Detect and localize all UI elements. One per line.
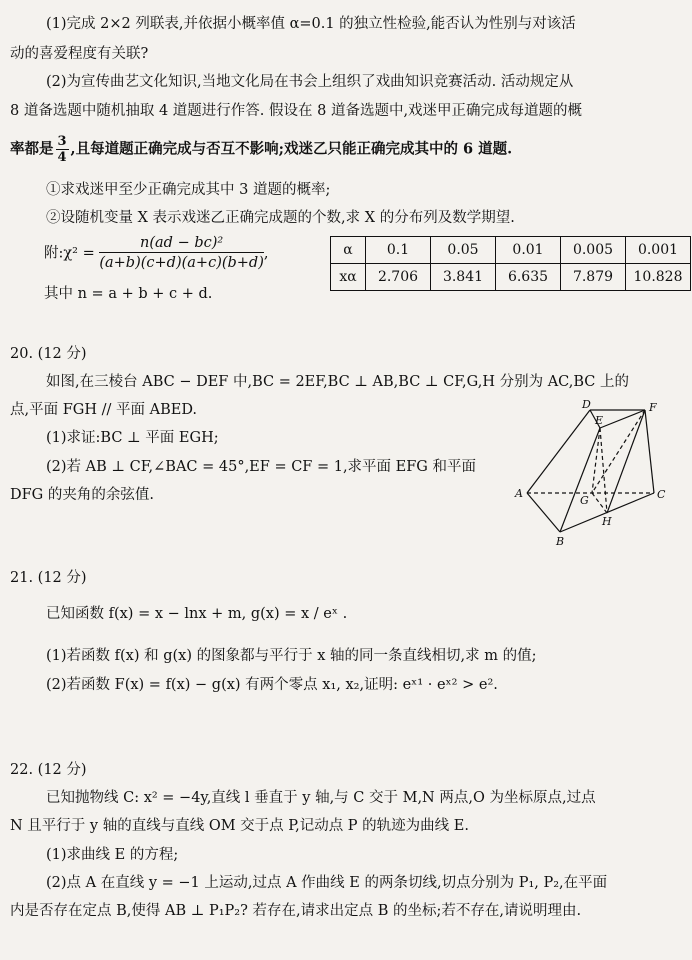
table-cell: 0.1 bbox=[366, 237, 431, 264]
table-cell: 0.005 bbox=[561, 237, 626, 264]
table-row bbox=[331, 237, 691, 264]
q19-sub1: ①求戏迷甲至少正确完成其中 3 道题的概率; bbox=[46, 182, 331, 198]
table-row bbox=[331, 264, 691, 291]
q19-sub2: ②设随机变量 X 表示戏迷乙正确完成题的个数,求 X 的分布列及数学期望. bbox=[46, 210, 515, 226]
q19-part2-line3a: 率都是 bbox=[10, 140, 54, 158]
label-f: F bbox=[649, 401, 657, 414]
label-e: E bbox=[595, 414, 604, 427]
label-c: C bbox=[657, 488, 666, 501]
fraction-numerator: 3 bbox=[57, 134, 67, 149]
q20-heading: 20. (12 分) bbox=[10, 346, 87, 362]
q22-line1: 已知抛物线 C: x² = −4y,直线 l 垂直于 y 轴,与 C 交于 M,N 两点,O 为坐标原点,过点 bbox=[46, 790, 596, 806]
table-cell: 3.841 bbox=[431, 264, 496, 291]
q22-line2: N 且平行于 y 轴的直线与直线 OM 交于点 P,记动点 P 的轨迹为曲线 E. bbox=[10, 818, 469, 834]
label-b: B bbox=[556, 535, 565, 548]
q20-line1: 如图,在三棱台 ABC − DEF 中,BC = 2EF,BC ⊥ AB,BC ⊥ CF,G,H 分别为 AC,BC 上的 bbox=[46, 374, 629, 390]
q20-part2-line1: (2)若 AB ⊥ CF,∠BAC = 45°,EF = CF = 1,求平面 EFG 和平面 bbox=[46, 459, 477, 475]
q20-part2-line2: DFG 的夹角的余弦值. bbox=[10, 487, 154, 503]
q21-part2: (2)若函数 F(x) = f(x) − g(x) 有两个零点 x₁, x₂,证明: eˣ¹ · eˣ² > e². bbox=[46, 677, 498, 693]
table-cell: 0.001 bbox=[626, 237, 691, 264]
q22-part1: (1)求曲线 E 的方程; bbox=[46, 847, 179, 863]
q19-part2-line1: (2)为宣传曲艺文化知识,当地文化局在书会上组织了戏曲知识竞赛活动. 活动规定从 bbox=[46, 74, 574, 90]
label-g: G bbox=[580, 494, 589, 507]
formula-where: 其中 n = a + b + c + d. bbox=[44, 286, 213, 302]
q20-part1: (1)求证:BC ⊥ 平面 EGH; bbox=[46, 430, 219, 446]
q22-part2-line2: 内是否存在定点 B,使得 AB ⊥ P₁P₂? 若存在,请求出定点 B 的坐标;若不存在,请说明理由. bbox=[10, 903, 582, 919]
q19-part2-line3 bbox=[10, 134, 512, 165]
table-cell: xα bbox=[331, 264, 366, 291]
q22-part2-line1: (2)点 A 在直线 y = −1 上运动,过点 A 作曲线 E 的两条切线,切点分别为 P₁, P₂,在平面 bbox=[46, 875, 608, 891]
q19-part1-line1: (1)完成 2×2 列联表,并依据小概率值 α=0.1 的独立性检验,能否认为性别与对该活 bbox=[46, 16, 576, 32]
q19-part2-line3b: ,且每道题正确完成与否互不影响;戏迷乙只能正确完成其中的 6 道题. bbox=[70, 140, 513, 158]
label-h: H bbox=[602, 515, 612, 528]
label-d: D bbox=[582, 398, 591, 411]
formula-numerator: n(ad − bc)² bbox=[99, 234, 264, 253]
formula-suffix: , bbox=[263, 245, 269, 262]
table-cell: 6.635 bbox=[496, 264, 561, 291]
table-cell: 0.05 bbox=[431, 237, 496, 264]
formula-denominator: (a+b)(c+d)(a+c)(b+d) bbox=[99, 255, 264, 271]
q21-part1: (1)若函数 f(x) 和 g(x) 的图象都与平行于 x 轴的同一条直线相切,求 m 的值; bbox=[46, 648, 537, 664]
appendix-prefix: 附:χ² = bbox=[44, 245, 95, 262]
frustum-figure bbox=[512, 398, 672, 548]
chi-square-formula bbox=[44, 234, 268, 273]
table-cell: 0.01 bbox=[496, 237, 561, 264]
q19-part2-line2: 8 道备选题中随机抽取 4 道题进行作答. 假设在 8 道备选题中,戏迷甲正确完成每道题的概 bbox=[10, 103, 583, 119]
table-cell: 2.706 bbox=[366, 264, 431, 291]
fraction-denominator: 4 bbox=[57, 150, 67, 165]
table-cell: 10.828 bbox=[626, 264, 691, 291]
q21-line1: 已知函数 f(x) = x − lnx + m, g(x) = x / eˣ . bbox=[46, 606, 348, 622]
critical-value-table bbox=[330, 236, 691, 291]
table-cell: α bbox=[331, 237, 366, 264]
q19-part1-line2: 动的喜爱程度有关联? bbox=[10, 46, 149, 62]
table-cell: 7.879 bbox=[561, 264, 626, 291]
chi-square-fraction bbox=[99, 234, 264, 273]
q21-heading: 21. (12 分) bbox=[10, 570, 87, 586]
fraction-three-quarters bbox=[56, 134, 69, 165]
q22-heading: 22. (12 分) bbox=[10, 762, 87, 778]
q20-line2: 点,平面 FGH // 平面 ABED. bbox=[10, 402, 198, 418]
label-a: A bbox=[515, 487, 523, 500]
